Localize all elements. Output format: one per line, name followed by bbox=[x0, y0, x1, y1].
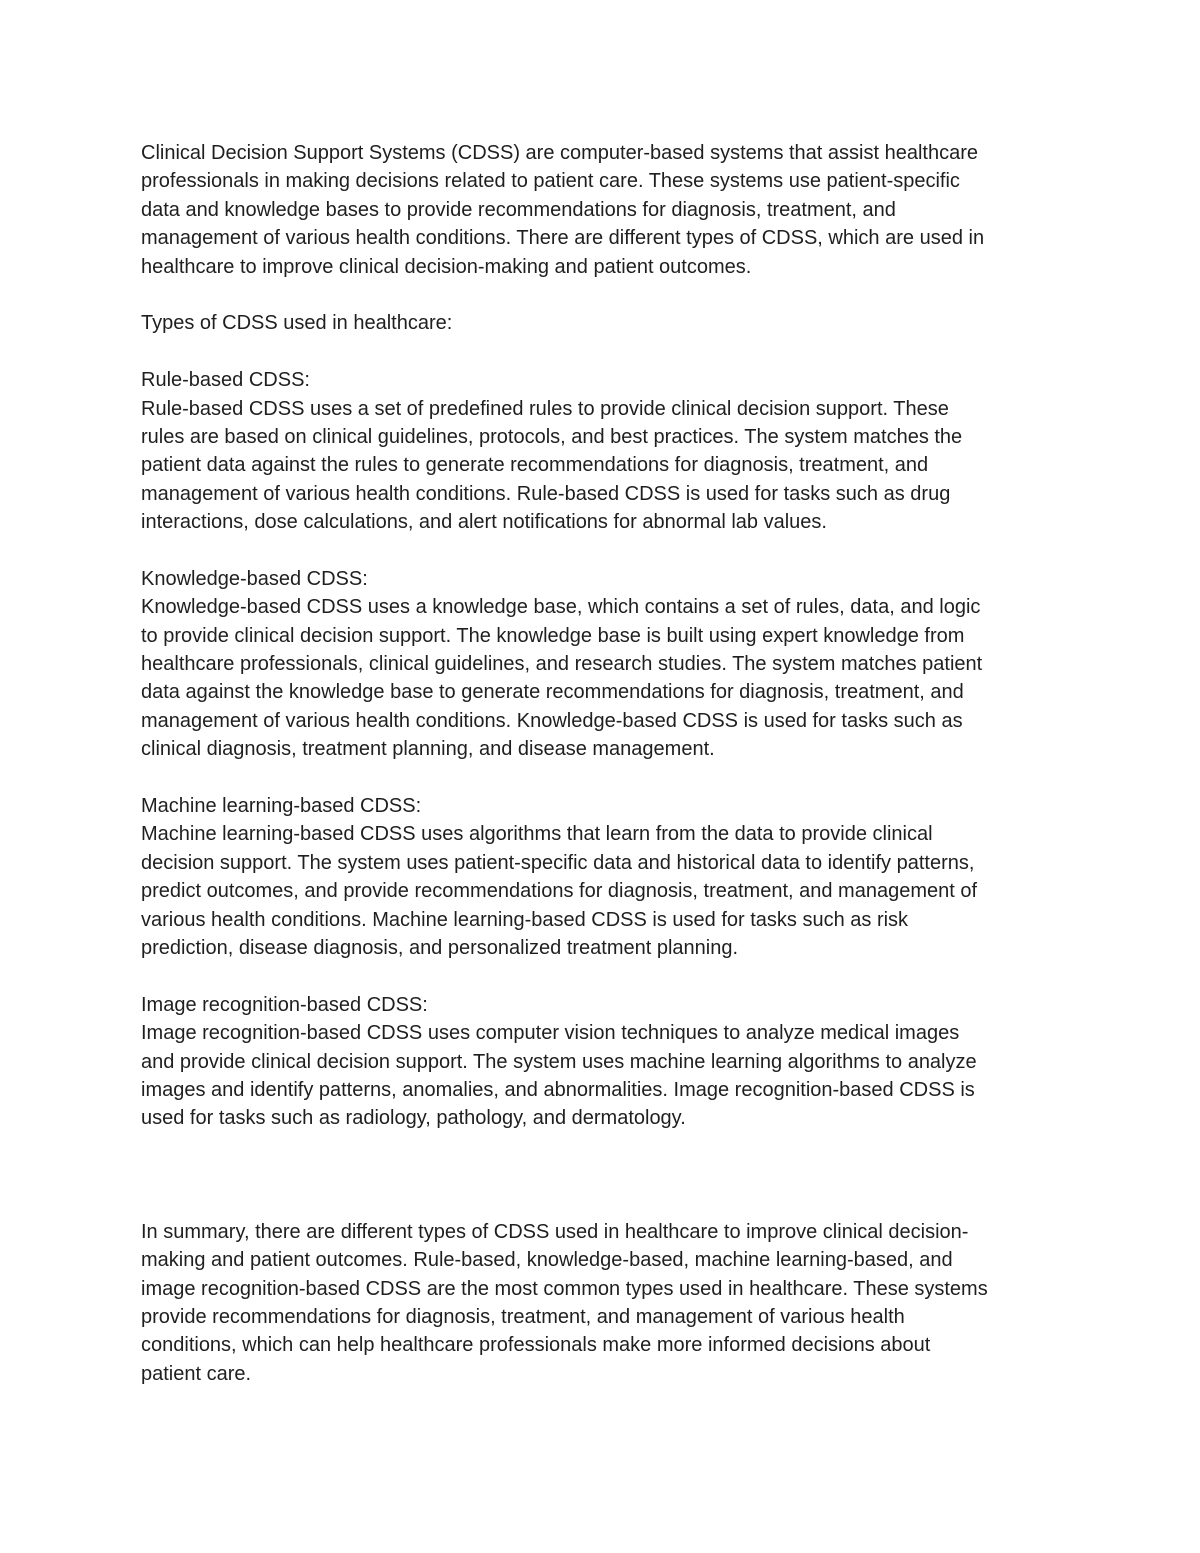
intro-line: Clinical Decision Support Systems (CDSS) are computer-based systems that assist healthcare bbox=[141, 142, 978, 164]
section-line: to provide clinical decision support. The knowledge base is built using expert knowledge from bbox=[141, 624, 965, 647]
summary-line: provide recommendations for diagnosis, treatment, and management of various health bbox=[141, 1306, 905, 1329]
intro-line: professionals in making decisions related to patient care. These systems use patient-specific bbox=[141, 170, 960, 193]
section-line: management of various health conditions. Rule-based CDSS is used for tasks such as drug bbox=[141, 482, 951, 505]
section-knowledge-based bbox=[141, 565, 1071, 764]
section-line: data against the knowledge base to generate recommendations for diagnosis, treatment, and bbox=[141, 681, 964, 704]
summary-line: patient care. bbox=[141, 1362, 252, 1385]
section-line: prediction, disease diagnosis, and personalized treatment planning. bbox=[141, 936, 739, 959]
spacer bbox=[141, 764, 1071, 792]
section-image-recognition-based bbox=[141, 991, 1071, 1133]
spacer bbox=[141, 338, 1071, 366]
spacer bbox=[141, 962, 1071, 990]
section-line: various health conditions. Machine learning-based CDSS is used for tasks such as risk bbox=[141, 908, 909, 931]
intro-line: healthcare to improve clinical decision-making and patient outcomes. bbox=[141, 255, 752, 278]
types-heading: Types of CDSS used in healthcare: bbox=[141, 312, 453, 335]
summary-line: In summary, there are different types of CDSS used in healthcare to improve clinical decision- bbox=[141, 1220, 969, 1243]
section-line: predict outcomes, and provide recommendations for diagnosis, treatment, and management of bbox=[141, 880, 978, 903]
spacer bbox=[141, 1133, 1071, 1218]
summary-line: conditions, which can help healthcare professionals make more informed decisions about bbox=[141, 1334, 931, 1357]
section-line: healthcare professionals, clinical guidelines, and research studies. The system matches patient bbox=[141, 653, 983, 676]
section-line: Knowledge-based CDSS uses a knowledge base, which contains a set of rules, data, and logic bbox=[141, 596, 981, 619]
section-line: interactions, dose calculations, and alert notifications for abnormal lab values. bbox=[141, 511, 827, 534]
section-line: used for tasks such as radiology, pathology, and dermatology. bbox=[141, 1107, 686, 1130]
section-line: patient data against the rules to generate recommendations for diagnosis, treatment, and bbox=[141, 454, 929, 477]
section-rule-based bbox=[141, 366, 1071, 536]
summary-line: image recognition-based CDSS are the most common types used in healthcare. These systems bbox=[141, 1277, 988, 1300]
section-line: clinical diagnosis, treatment planning, and disease management. bbox=[141, 738, 715, 761]
intro-line: management of various health conditions. There are different types of CDSS, which are used in bbox=[141, 227, 985, 250]
section-line: rules are based on clinical guidelines, protocols, and best practices. The system matches the bbox=[141, 425, 963, 448]
section-heading: Knowledge-based CDSS: bbox=[141, 567, 368, 590]
section-line: images and identify patterns, anomalies, and abnormalities. Image recognition-based CDSS is bbox=[141, 1078, 975, 1101]
section-line: Machine learning-based CDSS uses algorithms that learn from the data to provide clinical bbox=[141, 823, 933, 846]
section-line: management of various health conditions. Knowledge-based CDSS is used for tasks such as bbox=[141, 709, 963, 732]
section-line: and provide clinical decision support. The system uses machine learning algorithms to analyze bbox=[141, 1050, 977, 1073]
summary-paragraph bbox=[141, 1218, 1071, 1388]
intro-paragraph bbox=[141, 139, 1071, 281]
section-line: Image recognition-based CDSS uses computer vision techniques to analyze medical images bbox=[141, 1022, 960, 1045]
section-line: decision support. The system uses patient-specific data and historical data to identify patterns, bbox=[141, 851, 975, 874]
document-body bbox=[141, 139, 1071, 1388]
intro-line: data and knowledge bases to provide recommendations for diagnosis, treatment, and bbox=[141, 198, 896, 221]
section-heading: Rule-based CDSS: bbox=[141, 369, 310, 392]
spacer bbox=[141, 536, 1071, 564]
summary-line: making and patient outcomes. Rule-based, knowledge-based, machine learning-based, and bbox=[141, 1249, 953, 1272]
spacer bbox=[141, 281, 1071, 309]
section-line: Rule-based CDSS uses a set of predefined rules to provide clinical decision support. These bbox=[141, 397, 949, 420]
section-heading: Image recognition-based CDSS: bbox=[141, 993, 428, 1016]
section-heading: Machine learning-based CDSS: bbox=[141, 794, 422, 817]
section-machine-learning-based bbox=[141, 792, 1071, 962]
